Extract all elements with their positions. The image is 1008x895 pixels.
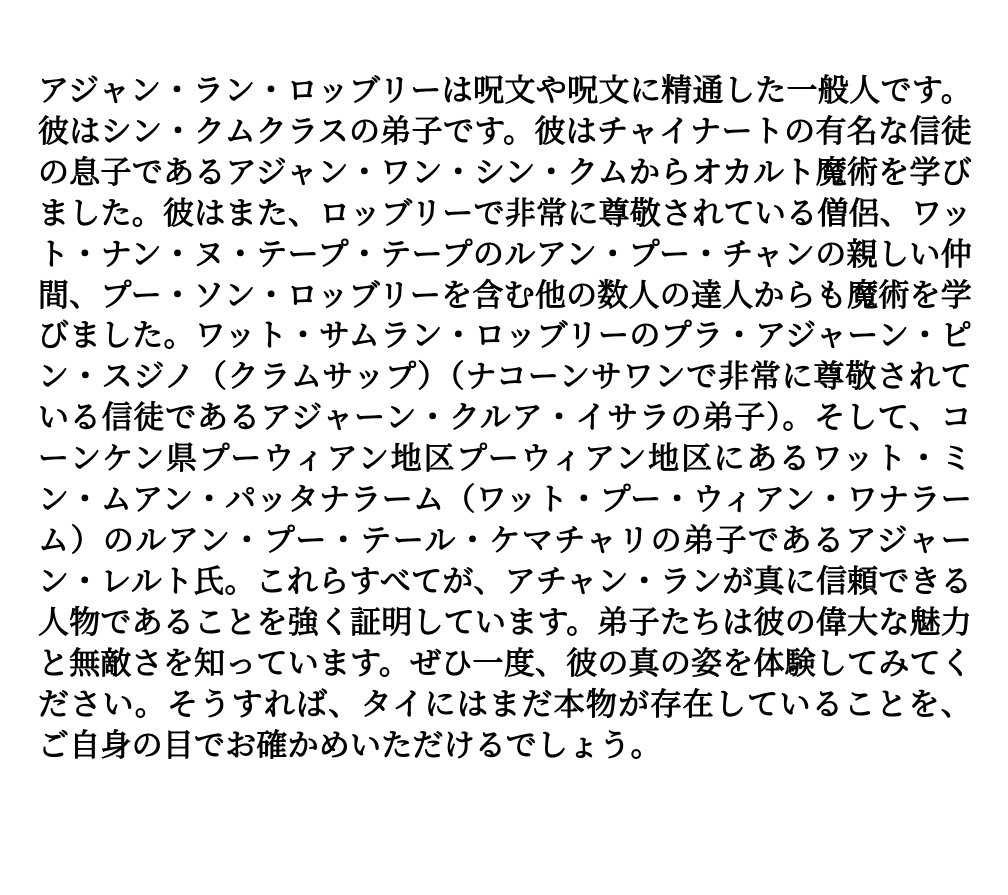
body-paragraph: アジャン・ラン・ロッブリーは呪文や呪文に精通した一般人です。彼はシン・クムクラスの弟子です。彼はチャイナートの有名な信徒の息子であるアジャン・ワン・シン・クムからオカルト魔術を学びました。彼はまた、ロッブリーで非常に尊敬されている僧侶、ワット・ナン・ヌ・テープ・テープのルアン・プー・チャンの親しい仲間、プー・ソン・ロッブリーを含む他の数人の達人からも魔術を学びました。ワット・サムラン・ロッブリーのプラ・アジャーン・ピン・スジノ（クラムサップ）（ナコーンサワンで非常に尊敬されている信徒であるアジャーン・クルア・イサラの弟子）。そして、コーンケン県プーウィアン地区プーウィアン地区にあるワット・ミン・ムアン・パッタナラーム（ワット・プー・ウィアン・ワナラーム）のルアン・プー・テール・ケマチャリの弟子であるアジャーン・レルト氏。これらすべてが、アチャン・ランが真に信頼できる人物であることを強く証明しています。弟子たちは彼の偉大な魅力と無敵さを知っています。ぜひ一度、彼の真の姿を体験してみてください。そうすれば、タイにはまだ本物が存在していることを、ご自身の目でお確かめいただけるでしょう。 [38, 73, 972, 764]
